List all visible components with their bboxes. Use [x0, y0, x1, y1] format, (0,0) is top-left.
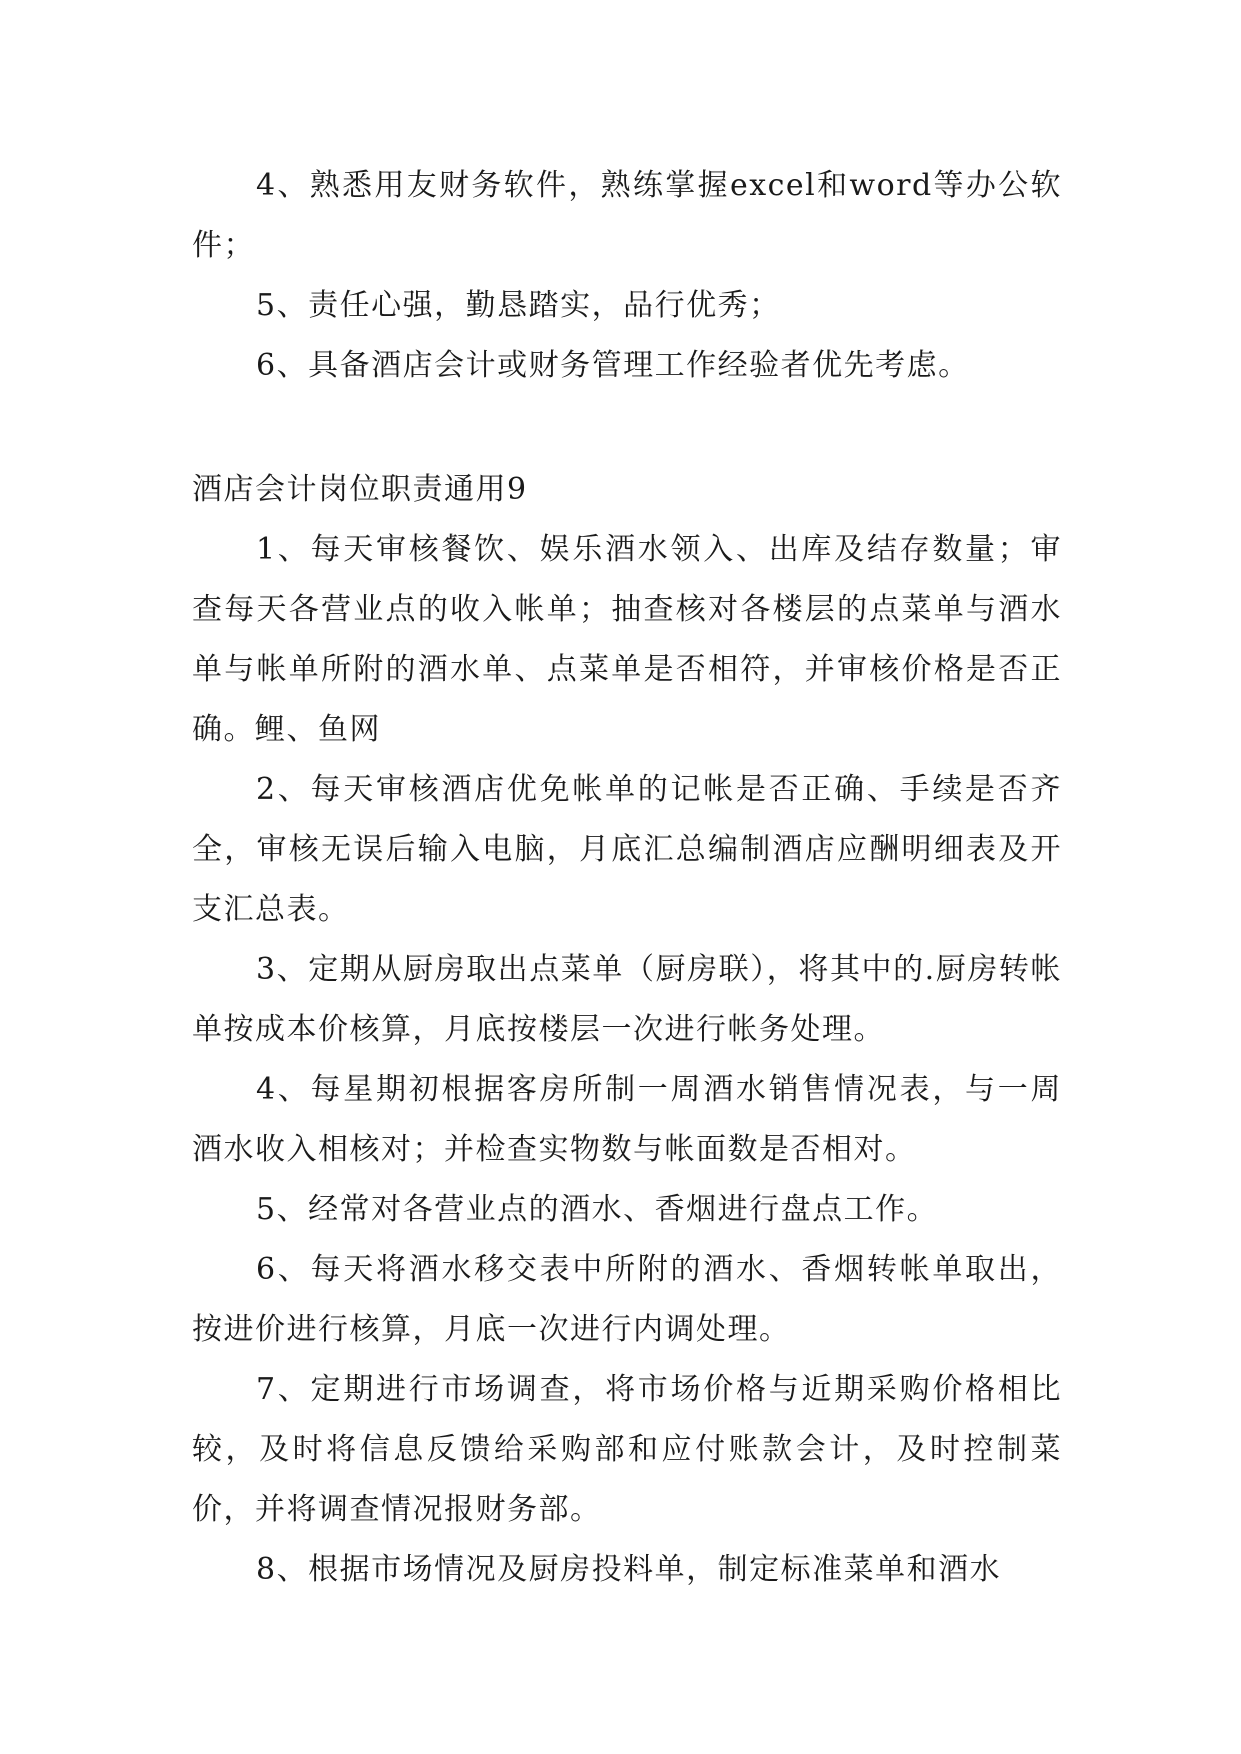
list-item: 5、责任心强，勤恳踏实，品行优秀； — [256, 288, 781, 323]
list-item: 2、每天审核酒店优免帐单的记帐是否正确、手续是否齐全，审核无误后输入电脑，月底汇总编制酒店应酬明细表及开支汇总表。 — [192, 772, 1062, 927]
document-body — [192, 156, 1062, 1600]
section-heading: 酒店会计岗位职责通用9 — [192, 472, 528, 507]
list-item: 8、根据市场情况及厨房投料单，制定标准菜单和酒水 — [256, 1552, 1002, 1587]
list-item: 7、定期进行市场调查，将市场价格与近期采购价格相比较，及时将信息反馈给采购部和应付账款会计，及时控制菜价，并将调查情况报财务部。 — [192, 1372, 1062, 1527]
list-item: 5、经常对各营业点的酒水、香烟进行盘点工作。 — [256, 1192, 939, 1227]
list-item: 4、熟悉用友财务软件，熟练掌握excel和word等办公软件； — [192, 168, 1062, 263]
list-item: 6、每天将酒水移交表中所附的酒水、香烟转帐单取出，按进价进行核算，月底一次进行内调处理。 — [192, 1252, 1062, 1347]
list-item: 1、每天审核餐饮、娱乐酒水领入、出库及结存数量；审查每天各营业点的收入帐单；抽查核对各楼层的点菜单与酒水单与帐单所附的酒水单、点菜单是否相符，并审核价格是否正确。鲤、鱼网 — [192, 532, 1062, 747]
list-item: 3、定期从厨房取出点菜单（厨房联），将其中的.厨房转帐单按成本价核算，月底按楼层一次进行帐务处理。 — [192, 952, 1062, 1047]
list-item: 4、每星期初根据客房所制一周酒水销售情况表，与一周酒水收入相核对；并检查实物数与帐面数是否相对。 — [192, 1072, 1062, 1167]
list-item: 6、具备酒店会计或财务管理工作经验者优先考虑。 — [256, 348, 970, 383]
section-gap — [192, 396, 1062, 460]
